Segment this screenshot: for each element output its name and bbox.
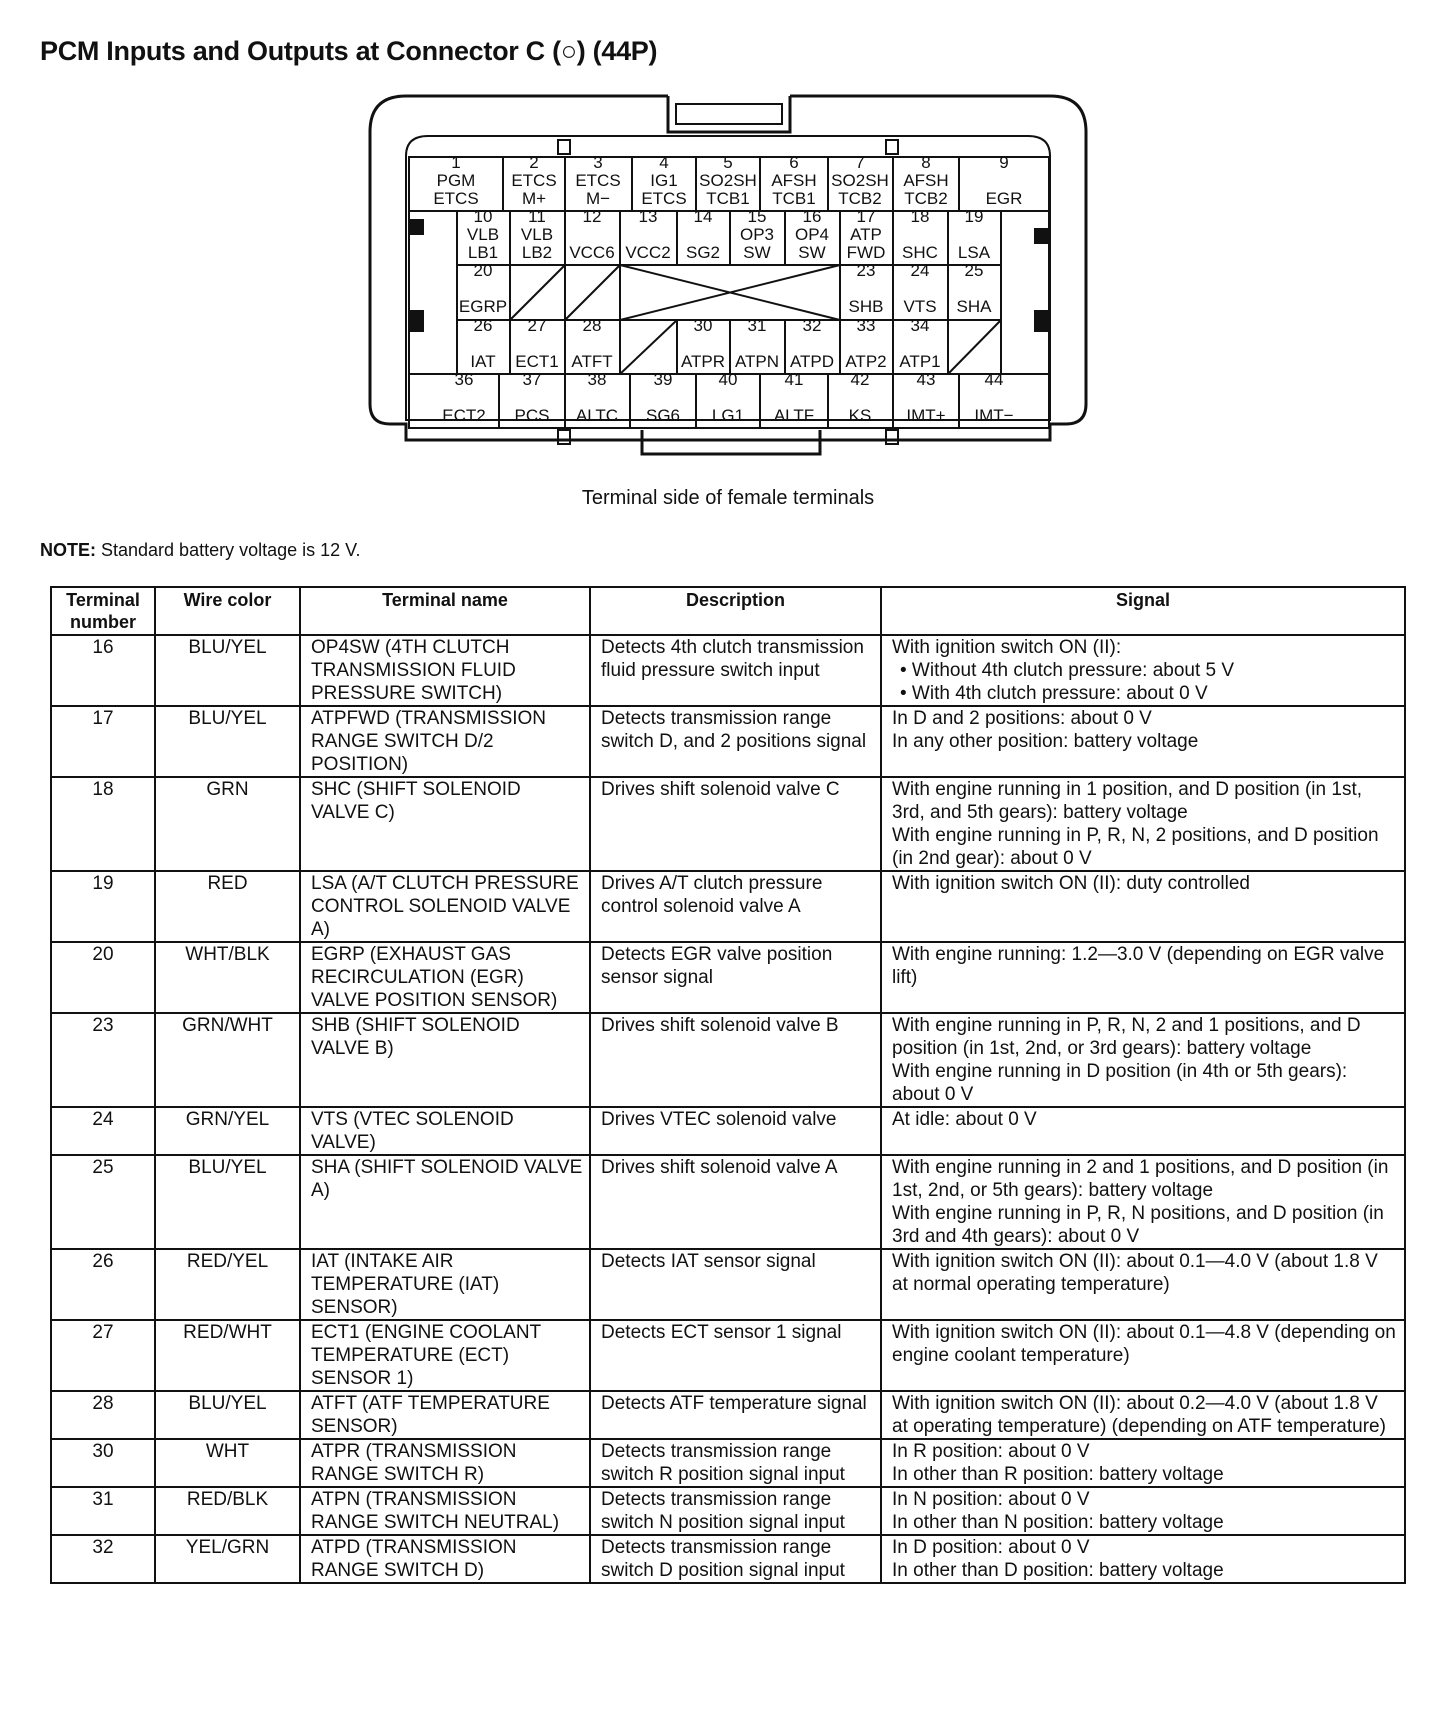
pin-label: IMT+ (906, 406, 946, 425)
pin-label: SHB (848, 297, 884, 316)
pin-cell-36 (442, 370, 485, 425)
pin-number: 3 (593, 153, 603, 172)
connector-latch (668, 96, 790, 132)
pin-number: 7 (855, 153, 865, 172)
pin-cell-23 (849, 261, 884, 316)
pin-label: ETCS (641, 189, 687, 208)
table-row (51, 1487, 1405, 1535)
signal-line: With ignition switch ON (II): about 0.1—4.0 V (about 1.8 V at normal operating temperature) (892, 1251, 1378, 1295)
cell-terminal: 30 (51, 1439, 155, 1487)
table-header-row (51, 587, 1405, 635)
pin-label: ECT2 (442, 406, 486, 425)
pin-label: ATP1 (899, 352, 941, 371)
pin-label: ALTF (773, 406, 815, 425)
signal-line: In any other position: battery voltage (892, 731, 1199, 752)
pin-label: ETCS (433, 189, 479, 208)
table-row (51, 871, 1405, 942)
pin-label: VCC2 (625, 243, 671, 262)
signal-line: In other than D position: battery voltage (892, 1560, 1224, 1581)
pin-cell-7 (831, 153, 889, 208)
table-row (51, 1439, 1405, 1487)
cell-wire: GRN (155, 777, 300, 871)
cell-desc: Detects EGR valve position sensor signal (590, 942, 881, 1013)
cell-wire: YEL/GRN (155, 1535, 300, 1583)
table-row (51, 1013, 1405, 1107)
pin-label: LSA (957, 243, 991, 262)
cell-terminal: 32 (51, 1535, 155, 1583)
pin-cell-38 (576, 370, 618, 425)
pin-number: 32 (802, 316, 822, 335)
table-row (51, 1535, 1405, 1583)
cell-desc: Drives A/T clutch pressure control solenoid valve A (590, 871, 881, 942)
pin-cell-1 (433, 153, 478, 208)
cell-wire: BLU/YEL (155, 1391, 300, 1439)
table-row (51, 942, 1405, 1013)
pin-cell-4 (641, 153, 686, 208)
cell-name: ATPD (TRANSMISSION RANGE SWITCH D) (300, 1535, 590, 1583)
pin-cell-6 (771, 153, 816, 208)
cell-wire: BLU/YEL (155, 706, 300, 777)
pin-cell-26 (470, 316, 495, 371)
cell-wire: GRN/YEL (155, 1107, 300, 1155)
signal-line: With engine running in P, R, N positions, and D position (in 3rd and 4th gears): about 0 V (892, 1203, 1384, 1247)
signal-line: In N position: about 0 V (892, 1489, 1090, 1510)
pin-label: AFSH (903, 171, 949, 190)
signal-line: In other than N position: battery voltage (892, 1512, 1224, 1533)
signal-line: In R position: about 0 V (892, 1441, 1090, 1462)
pin-cell-13 (625, 207, 670, 262)
pin-cell-2 (511, 153, 556, 208)
terminal-table (50, 586, 1406, 1584)
pin-number: 33 (856, 316, 876, 335)
pin-label: AFSH (771, 171, 817, 190)
pin-label: FWD (846, 243, 886, 262)
pin-label: EGR (985, 189, 1023, 208)
cell-desc: Detects ECT sensor 1 signal (590, 1320, 881, 1391)
cell-name: ATPFWD (TRANSMISSION RANGE SWITCH D/2 POSITION) (300, 706, 590, 777)
cell-wire: WHT (155, 1439, 300, 1487)
pin-number: 26 (473, 316, 493, 335)
signal-line: In D and 2 positions: about 0 V (892, 708, 1152, 729)
pin-number: 14 (693, 207, 713, 226)
cell-signal (881, 1107, 1405, 1155)
cell-desc: Detects 4th clutch transmission fluid pressure switch input (590, 635, 881, 706)
pin-number: 1 (451, 153, 461, 172)
pin-label: TCB1 (706, 189, 750, 208)
pin-label: ATPR (680, 352, 726, 371)
signal-line: With engine running in 1 position, and D position (in 1st, 3rd, and 5th gears): battery voltage (892, 779, 1362, 823)
pin-cell-20 (459, 261, 507, 316)
cell-signal (881, 942, 1405, 1013)
pin-label: LG1 (711, 406, 745, 425)
pin-number: 31 (747, 316, 767, 335)
cell-desc: Detects IAT sensor signal (590, 1249, 881, 1320)
pin-number: 34 (910, 316, 930, 335)
cell-signal (881, 1439, 1405, 1487)
pin-label: ATP2 (845, 352, 887, 371)
connector-caption: Terminal side of female terminals (581, 487, 875, 509)
pin-label: IG1 (650, 171, 678, 190)
cell-terminal: 19 (51, 871, 155, 942)
pin-number: 13 (638, 207, 658, 226)
table-row (51, 777, 1405, 871)
cell-terminal: 23 (51, 1013, 155, 1107)
pin-label: VLB (466, 225, 500, 244)
cell-terminal: 28 (51, 1391, 155, 1439)
cell-terminal: 26 (51, 1249, 155, 1320)
pin-number: 43 (916, 370, 936, 389)
pin-label: EGRP (458, 297, 508, 316)
cell-signal (881, 1249, 1405, 1320)
signal-line: In other than R position: battery voltage (892, 1464, 1224, 1485)
cell-desc: Detects transmission range switch R position signal input (590, 1439, 881, 1487)
pin-cell-8 (903, 153, 948, 208)
pin-cell-30 (681, 316, 725, 371)
signal-line: In D position: about 0 V (892, 1537, 1090, 1558)
pin-number: 4 (659, 153, 669, 172)
cell-name: ATPR (TRANSMISSION RANGE SWITCH R) (300, 1439, 590, 1487)
pin-label: M+ (521, 189, 547, 208)
cell-wire: RED/YEL (155, 1249, 300, 1320)
table-row (51, 1320, 1405, 1391)
pin-label: SHC (902, 243, 938, 262)
cell-terminal: 24 (51, 1107, 155, 1155)
pin-cell-31 (735, 316, 779, 371)
cell-terminal: 25 (51, 1155, 155, 1249)
pin-cell-28 (571, 316, 612, 371)
cell-wire: BLU/YEL (155, 635, 300, 706)
cell-desc: Drives shift solenoid valve B (590, 1013, 881, 1107)
signal-line: With engine running in D position (in 4th or 5th gears): about 0 V (892, 1061, 1348, 1105)
cell-wire: BLU/YEL (155, 1155, 300, 1249)
pin-label: VCC6 (569, 243, 615, 262)
pin-number: 27 (527, 316, 547, 335)
pin-cell-37 (515, 370, 550, 425)
signal-line: With engine running in P, R, N, 2 positions, and D position (in 2nd gear): about 0 V (892, 825, 1379, 869)
cell-signal (881, 635, 1405, 706)
cell-terminal: 20 (51, 942, 155, 1013)
cell-wire: RED/WHT (155, 1320, 300, 1391)
pin-label: VTS (903, 297, 937, 316)
cell-desc: Detects ATF temperature signal (590, 1391, 881, 1439)
pin-cell-34 (899, 316, 940, 371)
pin-label: ATFT (571, 352, 613, 371)
pin-number: 11 (528, 207, 546, 226)
pin-cell-14 (686, 207, 720, 262)
pin-label: ETCS (575, 171, 621, 190)
pin-label: M− (585, 189, 611, 208)
cell-name: ATPN (TRANSMISSION RANGE SWITCH NEUTRAL) (300, 1487, 590, 1535)
pin-number: 5 (723, 153, 733, 172)
page-title: PCM Inputs and Outputs at Connector C (○) (44P) (40, 36, 658, 66)
pin-number: 28 (582, 316, 602, 335)
pin-number: 41 (784, 370, 804, 389)
table-row (51, 1249, 1405, 1320)
connector-bottom-tab (642, 430, 820, 454)
cell-wire: RED/BLK (155, 1487, 300, 1535)
signal-line: With ignition switch ON (II): about 0.2—4.0 V (about 1.8 V at operating temperature) (depending on ATF temperature) (892, 1393, 1386, 1437)
cell-name: ATFT (ATF TEMPERATURE SENSOR) (300, 1391, 590, 1439)
pin-label: OP3 (739, 225, 775, 244)
cell-terminal: 18 (51, 777, 155, 871)
cell-desc: Drives VTEC solenoid valve (590, 1107, 881, 1155)
table-row (51, 1107, 1405, 1155)
signal-line: At idle: about 0 V (892, 1109, 1037, 1130)
pin-label: SO2SH (831, 171, 889, 190)
pin-number: 15 (747, 207, 767, 226)
cell-wire: RED (155, 871, 300, 942)
pin-label: KS (848, 406, 872, 425)
pin-number: 18 (910, 207, 930, 226)
pin-cell-15 (740, 207, 774, 262)
pin-label: SO2SH (699, 171, 757, 190)
pin-cell-19 (958, 207, 991, 262)
cell-signal (881, 1013, 1405, 1107)
signal-line: With engine running in 2 and 1 positions, and D position (in 1st, 2nd, or 5th gears): battery voltage (892, 1157, 1389, 1201)
cell-signal (881, 1487, 1405, 1535)
pin-number: 39 (653, 370, 673, 389)
cell-name: EGRP (EXHAUST GAS RECIRCULATION (EGR) VALVE POSITION SENSOR) (300, 942, 590, 1013)
pin-number: 36 (454, 370, 474, 389)
cell-desc: Detects transmission range switch D, and 2 positions signal (590, 706, 881, 777)
pin-cell-3 (575, 153, 620, 208)
signal-line: With ignition switch ON (II): duty controlled (892, 873, 1250, 894)
pin-label: TCB2 (838, 189, 882, 208)
header-terminal: Terminal number (51, 587, 155, 635)
pin-number: 38 (587, 370, 607, 389)
cell-wire: GRN/WHT (155, 1013, 300, 1107)
pin-cell-44 (974, 370, 1013, 425)
cell-wire: WHT/BLK (155, 942, 300, 1013)
pin-cell-17 (847, 207, 886, 262)
header-wire: Wire color (155, 587, 300, 635)
cell-name: ECT1 (ENGINE COOLANT TEMPERATURE (ECT) SENSOR 1) (300, 1320, 590, 1391)
pin-label: PCS (514, 406, 550, 425)
pin-cell-9 (986, 153, 1023, 208)
pin-cell-25 (957, 261, 993, 316)
signal-line: • Without 4th clutch pressure: about 5 V (900, 660, 1235, 681)
pin-cell-11 (521, 207, 553, 262)
pin-cell-41 (774, 370, 814, 425)
pin-number: 24 (910, 261, 930, 280)
pin-number: 17 (856, 207, 876, 226)
pin-number: 16 (802, 207, 822, 226)
pin-label: ATPD (789, 352, 835, 371)
pin-label: SW (798, 243, 826, 262)
pin-number: 6 (789, 153, 799, 172)
signal-line: With ignition switch ON (II): (892, 637, 1122, 658)
cell-signal (881, 1320, 1405, 1391)
pin-number: 19 (964, 207, 984, 226)
pin-cell-42 (849, 370, 872, 425)
pin-number: 40 (718, 370, 738, 389)
pin-number: 10 (473, 207, 493, 226)
pin-label: LB1 (467, 243, 499, 262)
cell-signal (881, 1391, 1405, 1439)
pin-label: SG6 (645, 406, 681, 425)
signal-line: With ignition switch ON (II): about 0.1—4.8 V (depending on engine coolant temperature) (892, 1322, 1396, 1366)
cell-name: SHC (SHIFT SOLENOID VALVE C) (300, 777, 590, 871)
table-row (51, 706, 1405, 777)
cell-terminal: 17 (51, 706, 155, 777)
pin-label: ECT1 (515, 352, 559, 371)
pin-cell-10 (467, 207, 499, 262)
pin-label: LB2 (521, 243, 553, 262)
pin-label: OP4 (794, 225, 830, 244)
pin-cell-39 (646, 370, 680, 425)
signal-line: With engine running: 1.2—3.0 V (depending on EGR valve lift) (892, 944, 1385, 988)
header-desc: Description (590, 587, 881, 635)
cell-signal (881, 706, 1405, 777)
pin-number: 20 (473, 261, 493, 280)
cell-name: SHA (SHIFT SOLENOID VALVE A) (300, 1155, 590, 1249)
pin-label: PGM (436, 171, 476, 190)
pin-label: SG2 (685, 243, 721, 262)
pin-cell-40 (712, 370, 744, 425)
cell-name: OP4SW (4TH CLUTCH TRANSMISSION FLUID PRESSURE SWITCH) (300, 635, 590, 706)
pin-cell-43 (906, 370, 945, 425)
pin-cell-27 (515, 316, 558, 371)
pin-number: 25 (964, 261, 984, 280)
cell-signal (881, 1535, 1405, 1583)
cell-name: IAT (INTAKE AIR TEMPERATURE (IAT) SENSOR) (300, 1249, 590, 1320)
pin-label: ATP (850, 225, 882, 244)
pin-label: TCB1 (772, 189, 816, 208)
pin-cell-16 (795, 207, 829, 262)
pin-cell-12 (569, 207, 614, 262)
cell-signal (881, 777, 1405, 871)
pin-label: ALTC (575, 406, 619, 425)
table-row (51, 1391, 1405, 1439)
cell-terminal: 31 (51, 1487, 155, 1535)
pin-number: 37 (522, 370, 542, 389)
pin-label: SW (743, 243, 771, 262)
pin-label: SHA (956, 297, 992, 316)
header-signal: Signal (881, 587, 1405, 635)
connector-diagram (0, 0, 1456, 480)
pin-label: VLB (520, 225, 554, 244)
table-row (51, 1155, 1405, 1249)
pin-number: 30 (693, 316, 713, 335)
header-name: Terminal name (300, 587, 590, 635)
cell-name: LSA (A/T CLUTCH PRESSURE CONTROL SOLENOID VALVE A) (300, 871, 590, 942)
cell-signal (881, 871, 1405, 942)
cell-desc: Drives shift solenoid valve C (590, 777, 881, 871)
table-row (51, 635, 1405, 706)
pin-number: 44 (984, 370, 1004, 389)
signal-line: With engine running in P, R, N, 2 and 1 positions, and D position (in 1st, 2nd, or 3rd gears): battery voltage (892, 1015, 1361, 1059)
pin-cell-18 (902, 207, 938, 262)
pin-number: 2 (529, 153, 539, 172)
pin-number: 12 (582, 207, 602, 226)
cell-terminal: 16 (51, 635, 155, 706)
pin-cell-5 (699, 153, 757, 208)
note-label: NOTE: (40, 540, 96, 560)
cell-signal (881, 1155, 1405, 1249)
pin-cell-33 (845, 316, 886, 371)
signal-line: • With 4th clutch pressure: about 0 V (900, 683, 1208, 704)
cell-desc: Detects transmission range switch N position signal input (590, 1487, 881, 1535)
cell-desc: Drives shift solenoid valve A (590, 1155, 881, 1249)
pin-label: TCB2 (904, 189, 948, 208)
note (40, 540, 361, 561)
pin-number: 9 (999, 153, 1009, 172)
pin-label: IMT− (974, 406, 1014, 425)
note-text: Standard battery voltage is 12 V. (96, 540, 361, 560)
pin-cell-32 (790, 316, 834, 371)
pin-number: 42 (850, 370, 870, 389)
cell-name: SHB (SHIFT SOLENOID VALVE B) (300, 1013, 590, 1107)
cell-terminal: 27 (51, 1320, 155, 1391)
pin-number: 8 (921, 153, 931, 172)
pin-label: ETCS (511, 171, 557, 190)
pin-number: 23 (856, 261, 876, 280)
pin-cell-24 (903, 261, 936, 316)
pin-label: ATPN (734, 352, 780, 371)
pin-label: IAT (470, 352, 496, 371)
cell-desc: Detects transmission range switch D position signal input (590, 1535, 881, 1583)
cell-name: VTS (VTEC SOLENOID VALVE) (300, 1107, 590, 1155)
